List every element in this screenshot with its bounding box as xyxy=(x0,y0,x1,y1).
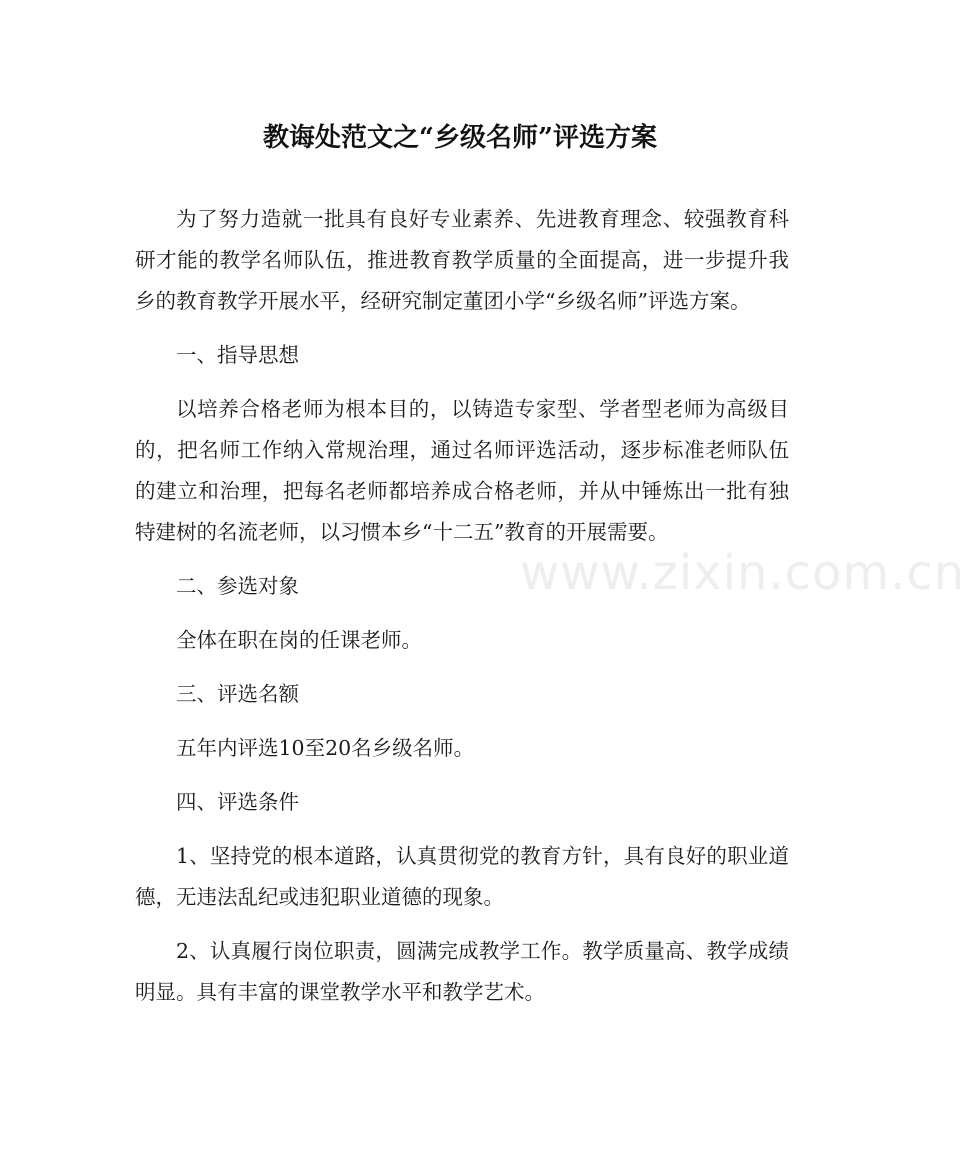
intro-paragraph: 为了努力造就一批具有良好专业素养、先进教育理念、较强教育科研才能的教学名师队伍，推进教育教学质量的全面提高，进一步提升我乡的教育教学开展水平，经研究制定董团小学“乡级名师”评选方案。 xyxy=(135,207,789,313)
section-heading-participants: 二、参选对象 xyxy=(176,574,299,598)
condition-1-paragraph: 1、坚持党的根本道路，认真贯彻党的教育方针，具有良好的职业道德，无违法乱纪或违犯职业道德的现象。 xyxy=(135,844,789,909)
watermark: www.zixin.com.cn xyxy=(520,545,965,601)
participants-paragraph: 全体在职在岗的任课老师。 xyxy=(176,628,422,652)
document-title: 教诲处范文之“乡级名师”评选方案 xyxy=(263,123,657,153)
guiding-ideology-paragraph: 以培养合格老师为根本目的，以铸造专家型、学者型老师为高级目的，把名师工作纳入常规治理，通过名师评选活动，逐步标准老师队伍的建立和治理，把每名老师都培养成合格老师，并从中锤炼出一批有独特建树的名流老师，以习惯本乡“十二五”教育的开展需要。 xyxy=(135,397,789,544)
section-heading-guiding-ideology: 一、指导思想 xyxy=(176,343,299,367)
quota-paragraph: 五年内评选10至20名乡级名师。 xyxy=(176,736,475,760)
section-heading-quota: 三、评选名额 xyxy=(176,682,299,706)
document-body xyxy=(135,199,789,1026)
section-heading-conditions: 四、评选条件 xyxy=(176,790,299,814)
condition-2-paragraph: 2、认真履行岗位职责，圆满完成教学工作。教学质量高、教学成绩明显。具有丰富的课堂教学水平和教学艺术。 xyxy=(135,939,789,1004)
